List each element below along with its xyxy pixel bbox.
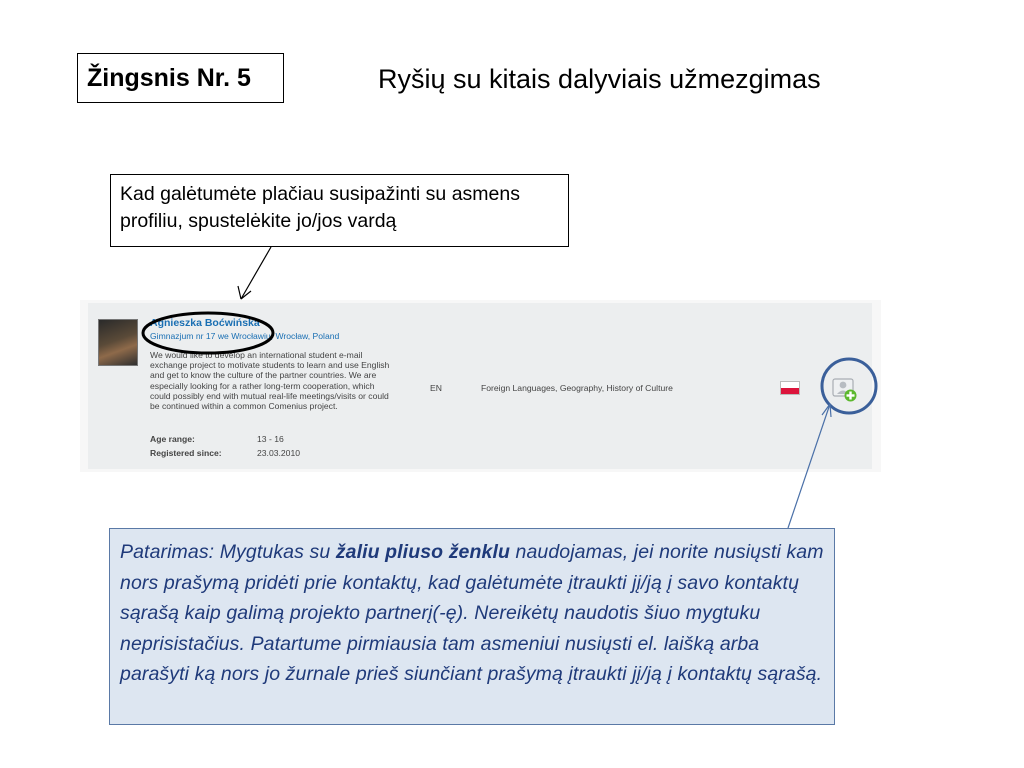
step-label: Žingsnis Nr. 5 — [87, 64, 251, 92]
step-label-box — [77, 53, 284, 103]
language-code: EN — [430, 383, 442, 393]
tip-prefix: Patarimas: Mygtukas su — [120, 541, 336, 563]
age-range-label: Age range: — [150, 434, 195, 444]
tip-body: naudojamas, jei norite nusiųsti kam nors prašymą pridėti prie kontaktų, kad galėtumėte įtraukti jį/ją į savo kontaktų sąrašą kaip galimą projekto partnerį(-ę). Nereikėtų naudotis šiuo mygtuku neprisistačius. Patartume pirmiausia tam asmeniui nusiųsti el. laišką arba parašyti ką nors jo žurnale prieš siunčiant prašymą įtraukti jį/ją į kontaktų sąrašą. — [120, 541, 824, 686]
tip-box — [109, 528, 835, 725]
registered-row — [150, 448, 300, 458]
age-range-value: 13 - 16 — [257, 434, 284, 444]
callout-arrowhead — [238, 286, 251, 299]
avatar[interactable] — [98, 319, 138, 366]
slide-title: Ryšių su kitais dalyviais užmezgimas — [378, 64, 821, 94]
add-contact-plus-icon[interactable] — [832, 377, 854, 399]
tip-bold: žaliu pliuso ženklu — [335, 541, 510, 563]
poland-flag-icon — [780, 381, 800, 395]
callout-arrow — [241, 247, 271, 299]
callout-text: Kad galėtumėte plačiau susipažinti su asmens profiliu, spustelėkite jo/jos vardą — [120, 183, 520, 232]
callout-box — [110, 174, 569, 247]
registered-value: 23.03.2010 — [257, 448, 301, 458]
registered-label: Registered since: — [150, 448, 222, 458]
profile-result-row — [88, 303, 872, 469]
age-range-row — [150, 434, 284, 444]
subjects: Foreign Languages, Geography, History of Culture — [481, 383, 673, 393]
profile-name-link[interactable]: Agnieszka Boćwińska — [150, 317, 260, 329]
profile-school: Gimnazjum nr 17 we Wrocławiu, Wrocław, Poland — [150, 331, 340, 341]
profile-description: We would like to develop an international student e-mail exchange project to motivate students to learn and use English and get to know the culture of the partner countries. We are especially looking for a rather long-term cooperation, which could possibly end with mutual real-life meetings/visits or could be continued within a common Comenius project. — [150, 350, 390, 412]
